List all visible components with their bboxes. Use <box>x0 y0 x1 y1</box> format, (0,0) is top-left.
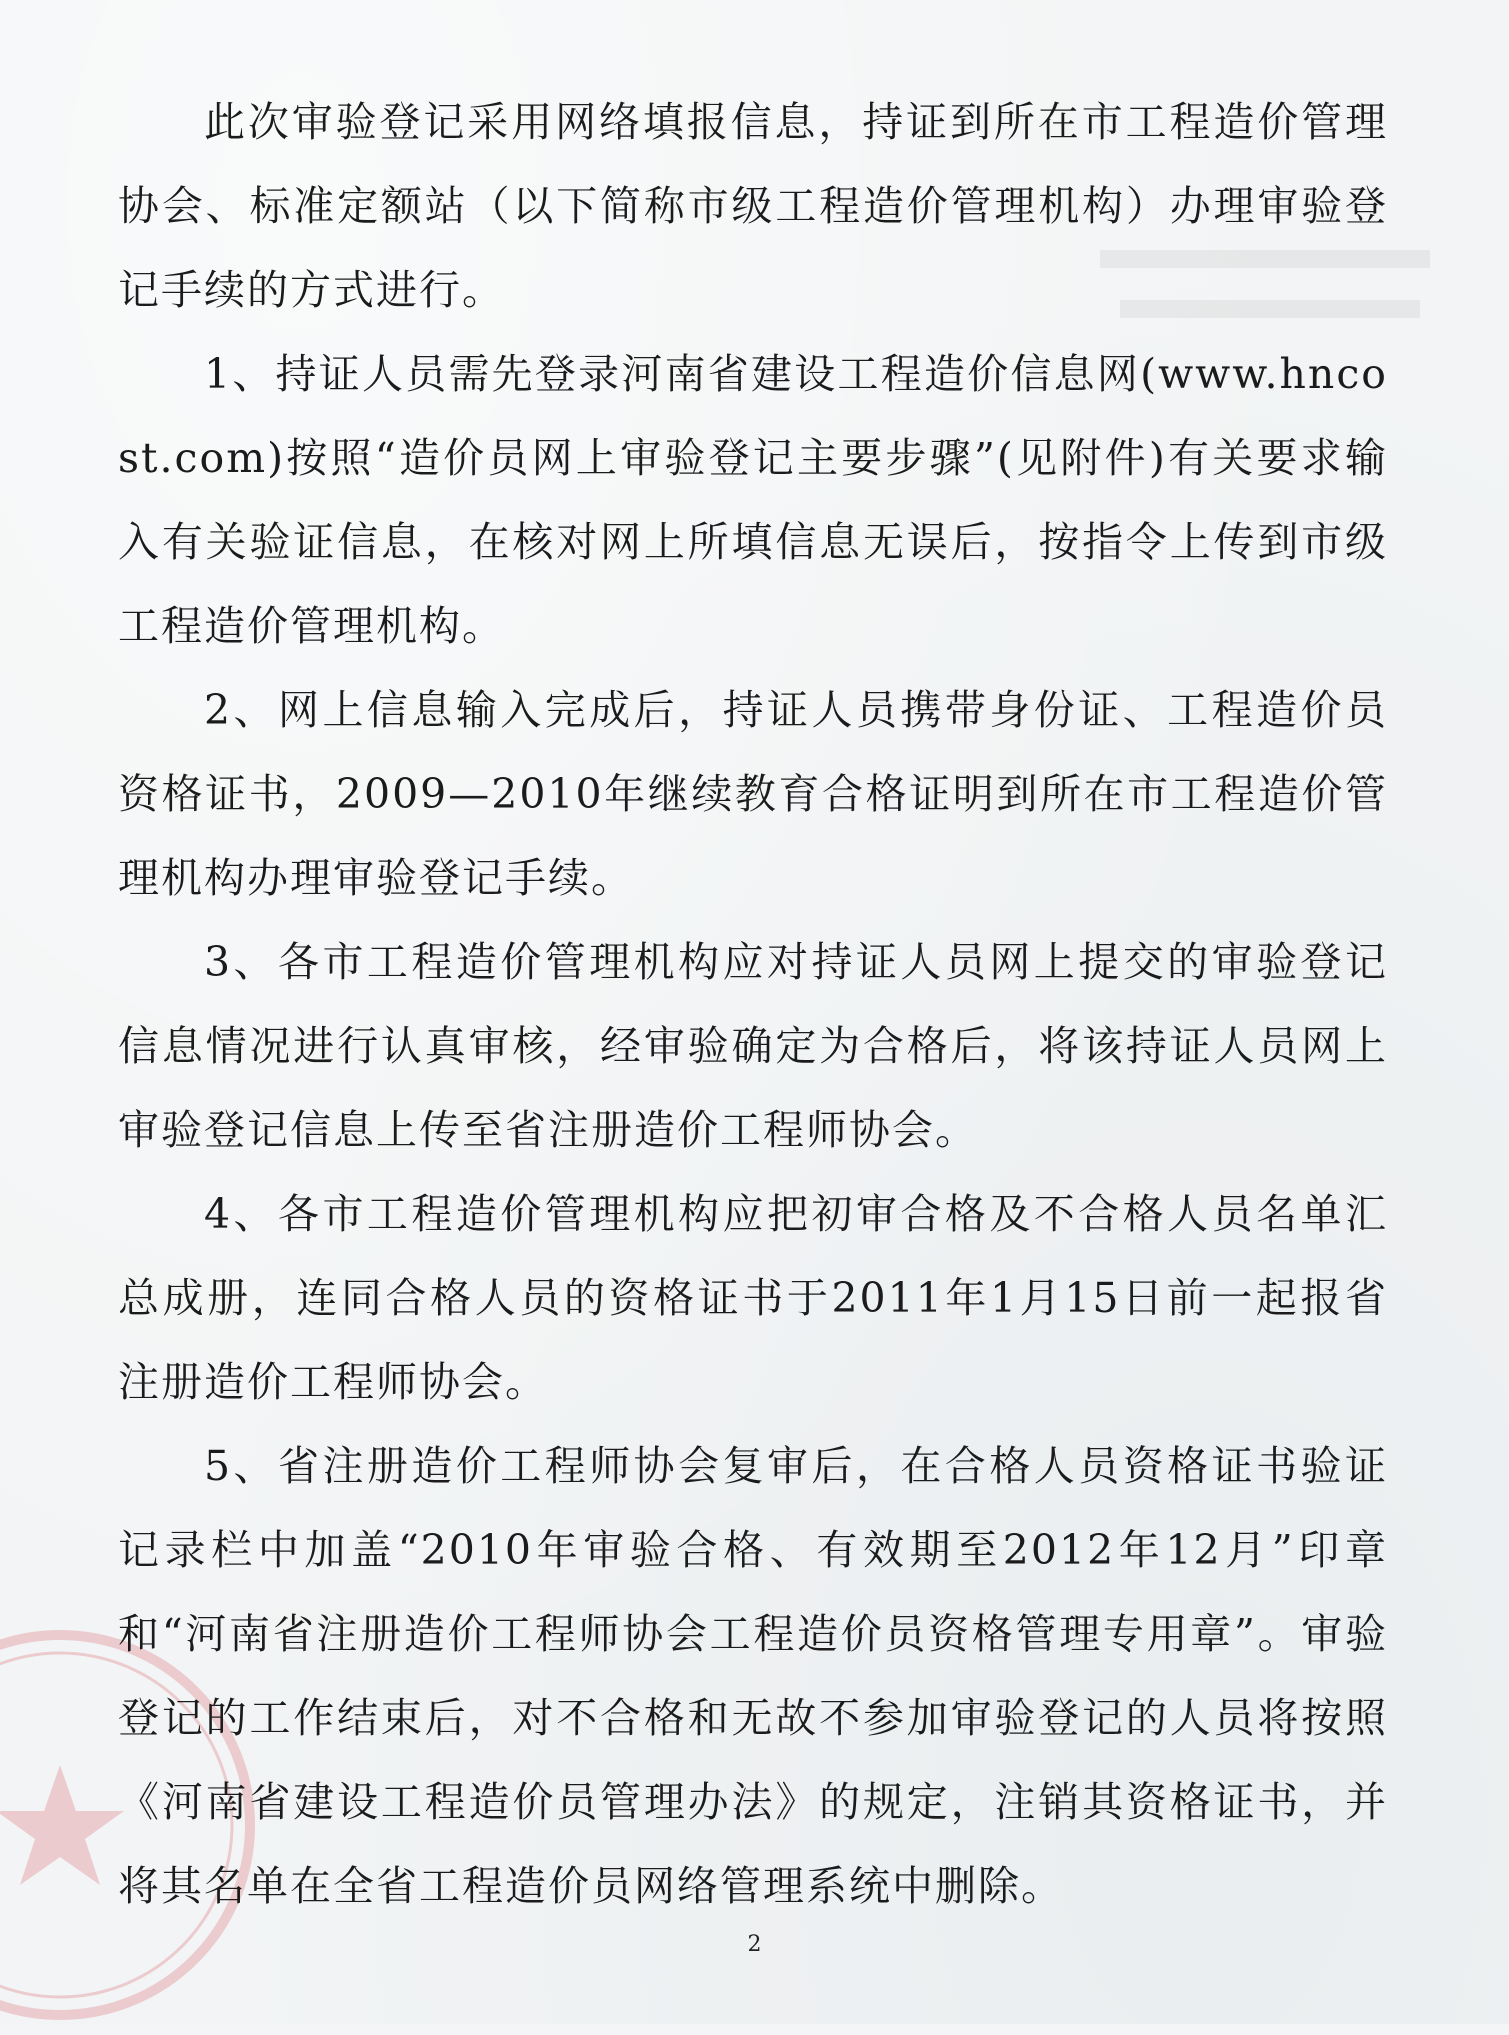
paragraph-item-5: 5、省注册造价工程师协会复审后，在合格人员资格证书验证记录栏中加盖“2010年审验合格、有效期至2012年12月”印章和“河南省注册造价工程师协会工程造价员资格管理专用章”。审验登记的工作结束后，对不合格和无故不参加审验登记的人员将按照《河南省建设工程造价员管理办法》的规定，注销其资格证书，并将其名单在全省工程造价员网络管理系统中删除。 <box>118 1442 1388 1910</box>
document-body <box>118 80 1388 1928</box>
paragraph-intro: 此次审验登记采用网络填报信息，持证到所在市工程造价管理协会、标准定额站（以下简称市级工程造价管理机构）办理审验登记手续的方式进行。 <box>118 98 1388 314</box>
paragraph-item-4: 4、各市工程造价管理机构应把初审合格及不合格人员名单汇总成册，连同合格人员的资格证书于2011年1月15日前一起报省注册造价工程师协会。 <box>118 1190 1388 1406</box>
page-number: 2 <box>747 1932 762 1957</box>
paragraph-item-2: 2、网上信息输入完成后，持证人员携带身份证、工程造价员资格证书，2009—2010年继续教育合格证明到所在市工程造价管理机构办理审验登记手续。 <box>118 686 1388 902</box>
paragraph-item-1: 1、持证人员需先登录河南省建设工程造价信息网(www.hncost.com)按照“造价员网上审验登记主要步骤”(见附件)有关要求输入有关验证信息，在核对网上所填信息无误后，按指令上传到市级工程造价管理机构。 <box>118 350 1388 650</box>
paragraph-item-3: 3、各市工程造价管理机构应对持证人员网上提交的审验登记信息情况进行认真审核，经审验确定为合格后，将该持证人员网上审验登记信息上传至省注册造价工程师协会。 <box>118 938 1388 1154</box>
